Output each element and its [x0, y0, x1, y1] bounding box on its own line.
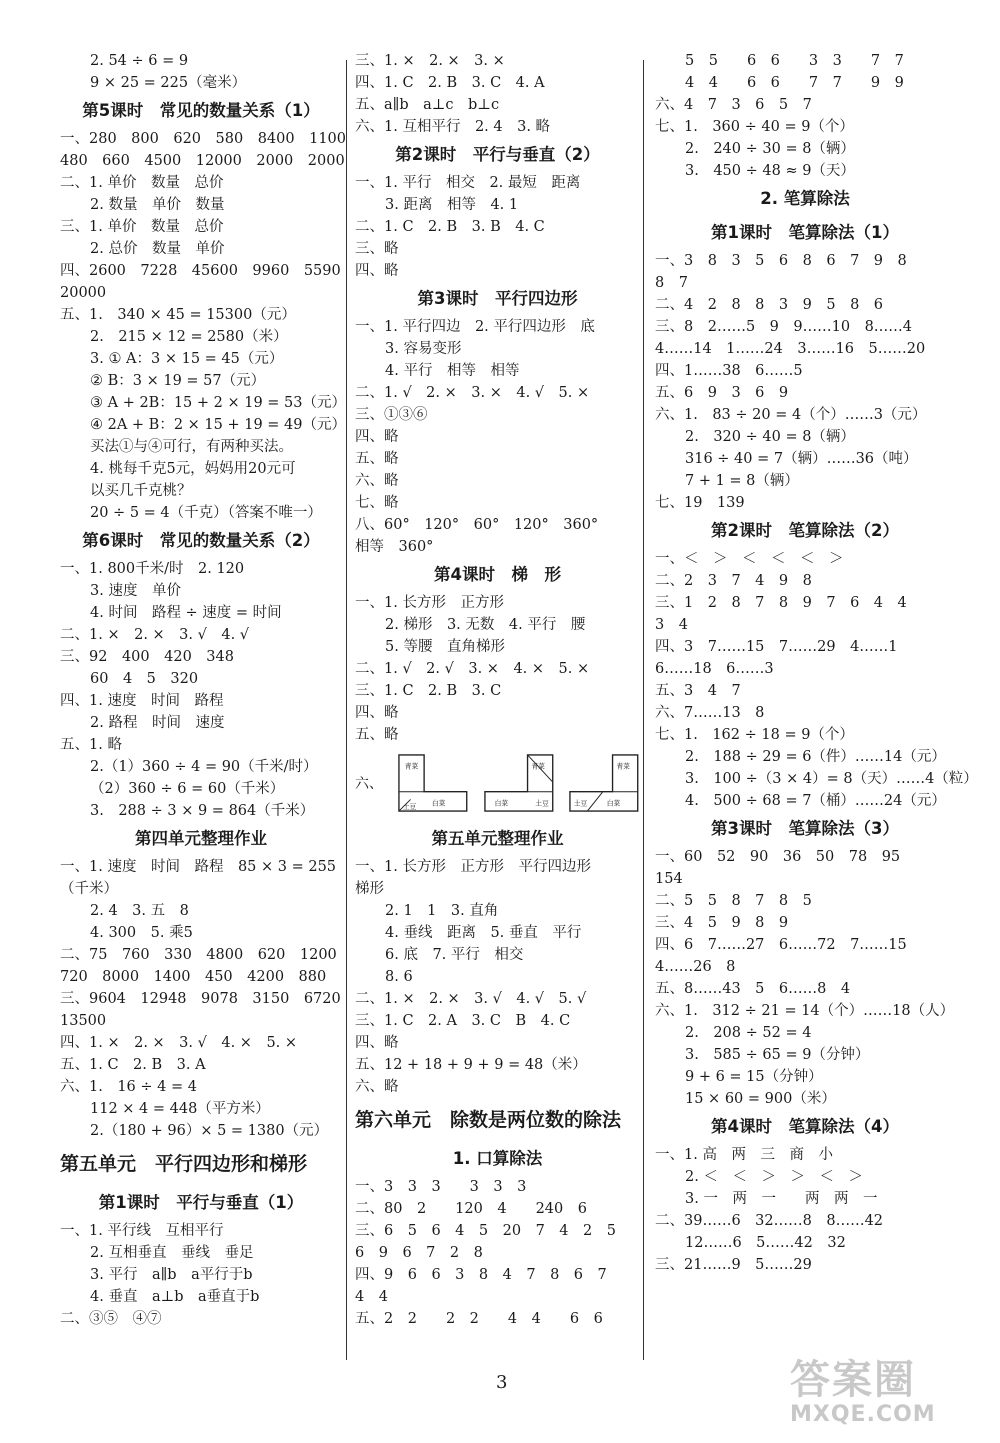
- answer-line: 四、2600 7228 45600 9960 5590: [60, 263, 341, 279]
- question-label: 六、: [355, 776, 383, 792]
- answer-line: 6. 底 7. 平行 相交: [385, 947, 524, 963]
- answer-line: 三、4 5 9 8 9: [655, 915, 789, 931]
- answer-line: 2. 路程 时间 速度: [90, 715, 225, 731]
- answer-line: 五、2 2 2 2 4 4 6 6: [355, 1311, 603, 1327]
- answer-line: （千米）: [60, 881, 118, 897]
- answer-line: 4. 300 5. 乘5: [90, 925, 193, 941]
- answer-line: 三、1. C 2. A 3. C B 4. C: [355, 1013, 571, 1029]
- answer-line: 4. 时间 路程 ÷ 速度 = 时间: [90, 605, 282, 621]
- answer-line: 20000: [60, 285, 107, 301]
- answer-line: 一、1. 平行线 互相平行: [60, 1223, 224, 1239]
- answer-line: 七、19 139: [655, 495, 745, 511]
- answer-line: 六、1. 312 ÷ 21 = 14（个）……18（人）: [655, 1003, 955, 1019]
- answer-line: 3. 450 ÷ 48 ≈ 9（天）: [685, 163, 855, 179]
- answer-line: 五、8……43 5 6……8 4: [655, 981, 851, 997]
- answer-line: 四、6 7……27 6……72 7……15: [655, 937, 907, 953]
- answer-line: 六、1. 83 ÷ 20 = 4（个）……3（元）: [655, 407, 927, 423]
- answer-line: 六、4 7 3 6 5 7: [655, 97, 812, 113]
- answer-line: 一、1. 高 两 三 商 小: [655, 1147, 833, 1163]
- figure-tag: 土豆: [574, 799, 588, 808]
- answer-line: 一、1. 800千米/时 2. 120: [60, 561, 245, 577]
- figure-tag: 青菜: [616, 762, 631, 771]
- answer-line: 5. 等腰 直角梯形: [385, 639, 505, 655]
- answer-line: 三、21……9 5……29: [655, 1257, 812, 1273]
- figure-tag: 土豆: [534, 799, 549, 808]
- answer-line: （2）360 ÷ 6 = 60（千米）: [90, 781, 285, 797]
- answer-line: 梯形: [355, 881, 384, 897]
- answer-line: 3. 距离 相等 4. 1: [385, 197, 519, 213]
- answer-line: 五、1. C 2. B 3. A: [60, 1057, 206, 1073]
- answer-line: 13500: [60, 1013, 107, 1029]
- garden-figure-1: [397, 752, 469, 814]
- answer-line: 四、3 7……15 7……29 4……1: [655, 639, 898, 655]
- answer-line: 一、1. 速度 时间 路程 85 × 3 = 255: [60, 859, 337, 875]
- answer-line: 2. ＜ ＜ ＞ ＞ ＜ ＞: [685, 1169, 863, 1185]
- page-number: 3: [496, 1372, 508, 1393]
- lesson-heading: 2. 笔算除法: [760, 189, 850, 208]
- answer-line: 4……14 1……24 3……16 5……20: [655, 341, 926, 357]
- answer-line: 316 ÷ 40 = 7（辆）……36（吨）: [685, 451, 918, 467]
- figure-tag: 青菜: [531, 762, 545, 771]
- answer-line: 六、7……13 8: [655, 705, 765, 721]
- answer-line: 四、略: [355, 705, 399, 721]
- answer-line: 3. ① A：3 × 15 = 45（元）: [90, 351, 284, 367]
- lesson-heading: 第1课时 笔算除法（1）: [711, 223, 899, 242]
- answer-line: 四、略: [355, 1035, 399, 1051]
- answer-line: ④ 2A + B：2 × 15 + 19 = 49（元）: [90, 417, 347, 433]
- unit-heading: 第五单元 平行四边形和梯形: [60, 1153, 308, 1175]
- answer-line: 一、60 52 90 36 50 78 95: [655, 849, 901, 865]
- watermark-logo: [790, 1358, 990, 1436]
- answer-line: 154: [655, 871, 683, 887]
- answer-line: 五、略: [355, 727, 399, 743]
- answer-line: 五、12 + 18 + 9 + 9 = 48（米）: [355, 1057, 587, 1073]
- answer-line: 9 + 6 = 15（分钟）: [685, 1069, 823, 1085]
- answer-line: 2. 188 ÷ 29 = 6（件）……14（元）: [685, 749, 946, 765]
- answer-line: 6……18 6……3: [655, 661, 774, 677]
- column-divider-left: [346, 60, 347, 1360]
- answer-line: 2. 互相垂直 垂线 垂足: [90, 1245, 254, 1261]
- answer-line: 2. 4 3. 五 8: [90, 903, 189, 919]
- answer-line: 20 ÷ 5 = 4（千克）（答案不唯一）: [90, 505, 322, 521]
- answer-line: 3. 288 ÷ 3 × 9 = 864（千米）: [90, 803, 315, 819]
- answer-column-1: [60, 50, 347, 1330]
- garden-figure-3: [568, 752, 640, 814]
- answer-line: 二、75 760 330 4800 620 1200: [60, 947, 337, 963]
- answer-line: 二、1. × 2. × 3. √ 4. √ 5. √: [355, 991, 587, 1007]
- answer-column-3: [655, 50, 978, 1276]
- lesson-heading: 第5课时 常见的数量关系（1）: [82, 101, 320, 120]
- answer-line: 三、9604 12948 9078 3150 6720: [60, 991, 341, 1007]
- answer-line: 一、3 8 3 5 6 8 6 7 9 8: [655, 253, 907, 269]
- answer-line: 2.（1）360 ÷ 4 = 90（千米/时）: [90, 759, 318, 775]
- figure-divider: [588, 792, 603, 811]
- answer-line: 一、1. 平行四边 2. 平行四边形 底: [355, 319, 595, 335]
- answer-line: 三、略: [355, 241, 399, 257]
- answer-line: 买法①与④可行，有两种买法。: [90, 439, 293, 455]
- answer-line: 二、③⑤ ④⑦: [60, 1311, 162, 1327]
- answer-line: 4. 平行 相等 相等: [385, 363, 520, 379]
- answer-line: 五、1. 略: [60, 737, 122, 753]
- lesson-heading: 第3课时 平行四边形: [417, 289, 578, 308]
- figure-tag: 青菜: [404, 762, 419, 771]
- answer-line: 相等 360°: [355, 539, 434, 555]
- unit-heading: 第六单元 除数是两位数的除法: [355, 1109, 622, 1131]
- answer-line: 八、60° 120° 60° 120° 360°: [355, 517, 599, 533]
- answer-line: 六、1. 互相平行 2. 4 3. 略: [355, 119, 551, 135]
- answer-line: 二、4 2 8 8 3 9 5 8 6: [655, 297, 884, 313]
- lesson-heading: 第1课时 平行与垂直（1）: [98, 1193, 304, 1212]
- answer-line: 三、1. C 2. B 3. C: [355, 683, 502, 699]
- answer-line: 4. 桃每千克5元，妈妈用20元可: [90, 461, 296, 477]
- answer-line: 一、1. 长方形 正方形 平行四边形: [355, 859, 591, 875]
- answer-line: 二、80 2 120 4 240 6: [355, 1201, 587, 1217]
- lesson-heading: 第3课时 笔算除法（3）: [711, 819, 899, 838]
- answer-line: 6 9 6 7 2 8: [355, 1245, 483, 1261]
- answer-line: 4. 500 ÷ 68 = 7（桶）……24（元）: [685, 793, 946, 809]
- answer-line: 3. 容易变形: [385, 341, 462, 357]
- answer-line: 2. 总价 数量 单价: [90, 241, 225, 257]
- answer-line: 二、2 3 7 4 9 8: [655, 573, 812, 589]
- answer-line: 二、39……6 32……8 8……42: [655, 1213, 884, 1229]
- lesson-heading: 第4课时 梯 形: [434, 565, 561, 584]
- answer-line: 9 × 25 = 225（毫米）: [90, 75, 247, 91]
- answer-line: 3. 100 ÷（3 × 4）= 8（天）……4（粒）: [685, 771, 978, 787]
- watermark-line1: 答案圈: [790, 1357, 916, 1403]
- answer-line: 二、1. √ 2. × 3. × 4. √ 5. ×: [355, 385, 590, 401]
- answer-line: 二、5 5 8 7 8 5: [655, 893, 812, 909]
- answer-line: 七、略: [355, 495, 399, 511]
- answer-line: 六、略: [355, 473, 399, 489]
- answer-line: 六、略: [355, 1079, 399, 1095]
- lesson-heading: 第四单元整理作业: [135, 829, 267, 848]
- lesson-heading: 第6课时 常见的数量关系（2）: [82, 531, 320, 550]
- answer-line: 2. 208 ÷ 52 = 4: [685, 1025, 812, 1041]
- answer-line: 五、1. 340 × 45 = 15300（元）: [60, 307, 296, 323]
- answer-line: 8. 6: [385, 969, 413, 985]
- answer-line: 三、1. × 2. × 3. ×: [355, 53, 505, 69]
- answer-line: 2. 梯形 3. 无数 4. 平行 腰: [385, 617, 586, 633]
- answer-line: 五、略: [355, 451, 399, 467]
- answer-line: 3. 一 两 一 两 两 一: [685, 1191, 878, 1207]
- answer-line: 三、8 2……5 9 9……10 8……4: [655, 319, 913, 335]
- answer-line: 2.（180 + 96）× 5 = 1380（元）: [90, 1123, 329, 1139]
- answer-line: 四、略: [355, 263, 399, 279]
- answer-line: 2. 54 ÷ 6 = 9: [90, 53, 189, 69]
- answer-line: 2. 215 × 12 = 2580（米）: [90, 329, 288, 345]
- lesson-heading: 第2课时 平行与垂直（2）: [395, 145, 600, 164]
- answer-column-2: [355, 50, 640, 1330]
- figure-row: [355, 752, 640, 814]
- answer-line: 三、1. 单价 数量 总价: [60, 219, 224, 235]
- answer-line: ③ A + 2B：15 + 2 × 19 = 53（元）: [90, 395, 347, 411]
- answer-line: 四、1. × 2. × 3. √ 4. × 5. ×: [60, 1035, 298, 1051]
- answer-line: 七、1. 162 ÷ 18 = 9（个）: [655, 727, 854, 743]
- answer-line: 一、＜ ＞ ＜ ＜ ＜ ＞: [655, 551, 844, 567]
- answer-line: 三、6 5 6 4 5 20 7 4 2 5: [355, 1223, 616, 1239]
- answer-line: 4. 垂直 a⊥b a垂直于b: [90, 1289, 260, 1305]
- lesson-heading: 第2课时 笔算除法（2）: [711, 521, 899, 540]
- answer-line: 12……6 5……42 32: [685, 1235, 846, 1251]
- lesson-heading: 第4课时 笔算除法（4）: [711, 1117, 899, 1136]
- answer-line: 四、1. C 2. B 3. C 4. A: [355, 75, 545, 91]
- answer-line: 以买几千克桃？: [90, 483, 192, 499]
- answer-line: 四、略: [355, 429, 399, 445]
- lesson-heading: 第五单元整理作业: [431, 829, 564, 848]
- answer-line: 3 4: [655, 617, 688, 633]
- column-divider-right: [643, 60, 644, 1360]
- answer-line: 二、1. C 2. B 3. B 4. C: [355, 219, 545, 235]
- answer-line: 112 × 4 = 448（平方米）: [90, 1101, 270, 1117]
- answer-line: 4 4 6 6 7 7 9 9: [685, 75, 904, 91]
- answer-line: 2. 数量 单价 数量: [90, 197, 225, 213]
- answer-line: 五、6 9 3 6 9: [655, 385, 789, 401]
- answer-line: 三、1 2 8 7 8 9 7 6 4 4: [655, 595, 907, 611]
- answer-line: 2. 1 1 3. 直角: [385, 903, 499, 919]
- answer-line: 4 4: [355, 1289, 388, 1305]
- answer-line: 七、1. 360 ÷ 40 = 9（个）: [655, 119, 854, 135]
- answer-line: 六、1. 16 ÷ 4 = 4: [60, 1079, 197, 1095]
- answer-line: 四、9 6 6 3 8 4 7 8 6 7: [355, 1267, 607, 1283]
- answer-line: 2. 240 ÷ 30 = 8（辆）: [685, 141, 855, 157]
- answer-line: 7 + 1 = 8（辆）: [685, 473, 799, 489]
- answer-line: 五、a∥b a⊥c b⊥c: [355, 97, 500, 113]
- answer-line: 8 7: [655, 275, 688, 291]
- figure-tag: 土豆: [402, 803, 417, 812]
- answer-line: 一、3 3 3 3 3 3: [355, 1179, 527, 1195]
- lesson-heading: 1. 口算除法: [452, 1149, 543, 1168]
- answer-line: ② B：3 × 19 = 57（元）: [90, 373, 266, 389]
- answer-line: 一、1. 长方形 正方形: [355, 595, 504, 611]
- answer-line: 二、1. 单价 数量 总价: [60, 175, 224, 191]
- answer-line: 4. 垂线 距离 5. 垂直 平行: [385, 925, 582, 941]
- figure-tag: 白菜: [431, 799, 446, 808]
- answer-line: 二、1. √ 2. √ 3. × 4. × 5. ×: [355, 661, 590, 677]
- answer-line: 三、①③⑥: [355, 407, 428, 423]
- figure-tag: 白菜: [607, 799, 621, 808]
- answer-line: 3. 平行 a∥b a平行于b: [90, 1267, 253, 1283]
- garden-figure-2: [483, 752, 555, 814]
- answer-line: 四、1……38 6……5: [655, 363, 803, 379]
- answer-line: 四、1. 速度 时间 路程: [60, 693, 224, 709]
- answer-line: 3. 速度 单价: [90, 583, 181, 599]
- answer-line: 二、1. × 2. × 3. √ 4. √: [60, 627, 250, 643]
- figure-tag: 白菜: [494, 799, 508, 808]
- answer-line: 三、92 400 420 348: [60, 649, 234, 665]
- answer-line: 15 × 60 = 900（米）: [685, 1091, 836, 1107]
- answer-line: 4……26 8: [655, 959, 736, 975]
- watermark-line2: MXQE.COM: [790, 1402, 936, 1427]
- answer-line: 一、1. 平行 相交 2. 最短 距离: [355, 175, 581, 191]
- answer-line: 60 4 5 320: [90, 671, 199, 687]
- answer-line: 五、3 4 7: [655, 683, 741, 699]
- answer-line: 2. 320 ÷ 40 = 8（辆）: [685, 429, 855, 445]
- answer-line: 3. 585 ÷ 65 = 9（分钟）: [685, 1047, 870, 1063]
- answer-line: 一、280 800 620 580 8400 1100: [60, 131, 347, 147]
- answer-line: 5 5 6 6 3 3 7 7: [685, 53, 904, 69]
- answer-line: 480 660 4500 12000 2000 2000: [60, 153, 345, 169]
- answer-line: 720 8000 1400 450 4200 880: [60, 969, 327, 985]
